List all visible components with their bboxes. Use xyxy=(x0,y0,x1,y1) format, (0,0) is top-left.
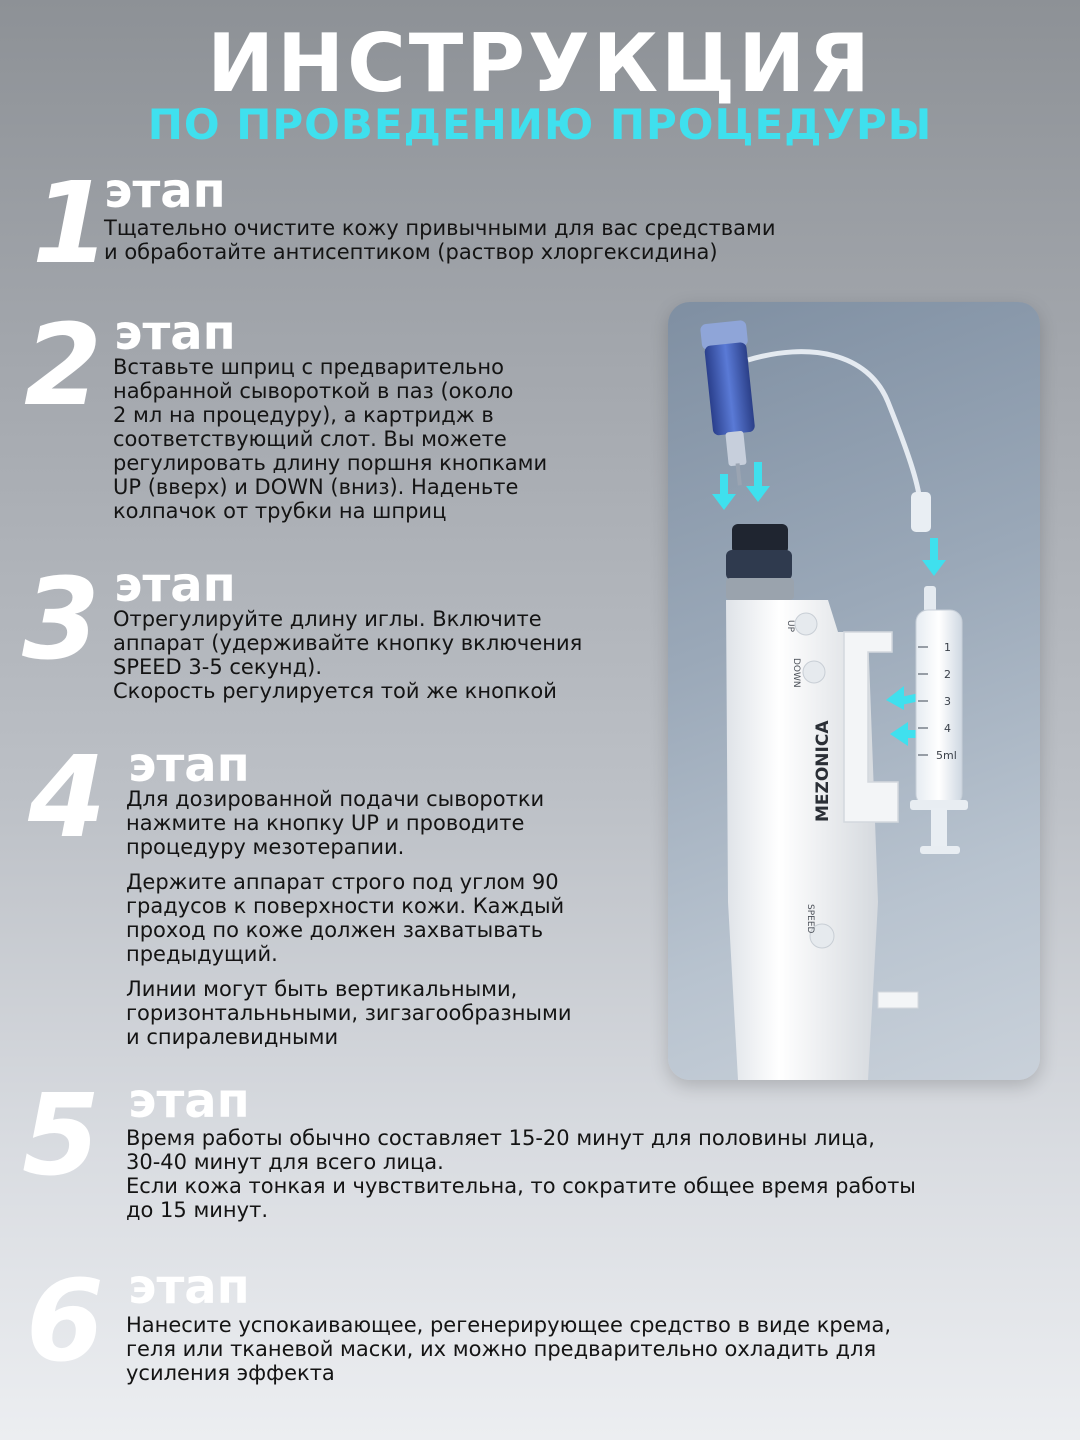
step-number: 6 xyxy=(26,1257,104,1387)
metal-collar xyxy=(726,578,794,600)
up-button xyxy=(795,613,817,635)
step-number: 2 xyxy=(24,301,102,431)
down-label: DOWN xyxy=(791,658,801,688)
step-text: Для дозированной подачи сыворотки нажмите на кнопку UP и проводите процедуру мезотерапии. xyxy=(126,787,545,859)
step-number: 1 xyxy=(32,159,110,289)
speed-label: SPEED xyxy=(805,904,815,934)
lower-clip xyxy=(878,992,918,1008)
cartridge xyxy=(700,320,763,488)
syringe-mark: 1 xyxy=(944,641,951,654)
step-text: Отрегулируйте длину иглы. Включите аппарат (удерживайте кнопку включения SPEED 3-5 секунд). Скорость регулируется той же кнопкой xyxy=(113,607,583,703)
step-word: этап xyxy=(128,1259,250,1315)
page-title: ИНСТРУКЦИЯ xyxy=(207,17,873,110)
step-text: Нанесите успокаивающее, регенерирующее средство в виде крема, геля или тканевой маски, их можно предварительно охладить для усиления эффекта xyxy=(126,1313,892,1385)
step-text-3: Линии могут быть вертикальными, горизонтальньными, зигзагообразными и спиралевидными xyxy=(126,977,572,1049)
step-word: этап xyxy=(128,1073,250,1129)
syringe-mark: 3 xyxy=(944,695,951,708)
tube-connector xyxy=(911,492,931,532)
knurled-ring xyxy=(726,550,792,580)
syringe-mark: 2 xyxy=(944,668,951,681)
step-number: 4 xyxy=(28,733,106,863)
step-number: 5 xyxy=(22,1071,100,1201)
step-word: этап xyxy=(104,163,226,219)
down-button xyxy=(803,661,825,683)
step-number: 3 xyxy=(22,555,100,685)
syringe-mark: 4 xyxy=(944,722,951,735)
device-photo xyxy=(668,302,1040,1080)
step-text-2: Держите аппарат строго под углом 90 градусов к поверхности кожи. Каждый проход по коже должен захватывать предыдущий. xyxy=(126,870,565,966)
step-word: этап xyxy=(114,305,236,361)
up-label: UP xyxy=(785,620,795,633)
step-text: Вставьте шприц с предварительно набранной сывороткой в паз (около 2 мл на процедуру), а картридж в соответствующий слот. Вы можете регулировать длину поршня кнопками UP (вверх) и DOWN (вниз). Наденьте колпачок от трубки на шприц xyxy=(113,355,548,523)
tube xyxy=(748,352,920,502)
device-illustration xyxy=(668,302,1040,1080)
step-text: Время работы обычно составляет 15-20 минут для половины лица, 30-40 минут для всего лица. Если кожа тонкая и чувствительна, то сократите общее время работы до 15 минут. xyxy=(126,1126,916,1222)
needle-cap xyxy=(732,524,788,554)
step-text: Тщательно очистите кожу привычными для вас средствами и обработайте антисептиком (раствор хлоргексидина) xyxy=(104,216,776,264)
brand-logo: MEZONICA xyxy=(813,720,833,822)
syringe xyxy=(910,586,968,854)
syringe-mark: 5ml xyxy=(936,749,957,762)
step-word: этап xyxy=(128,737,250,793)
step-word: этап xyxy=(114,557,236,613)
page-subtitle: ПО ПРОВЕДЕНИЮ ПРОЦЕДУРЫ xyxy=(147,100,933,149)
